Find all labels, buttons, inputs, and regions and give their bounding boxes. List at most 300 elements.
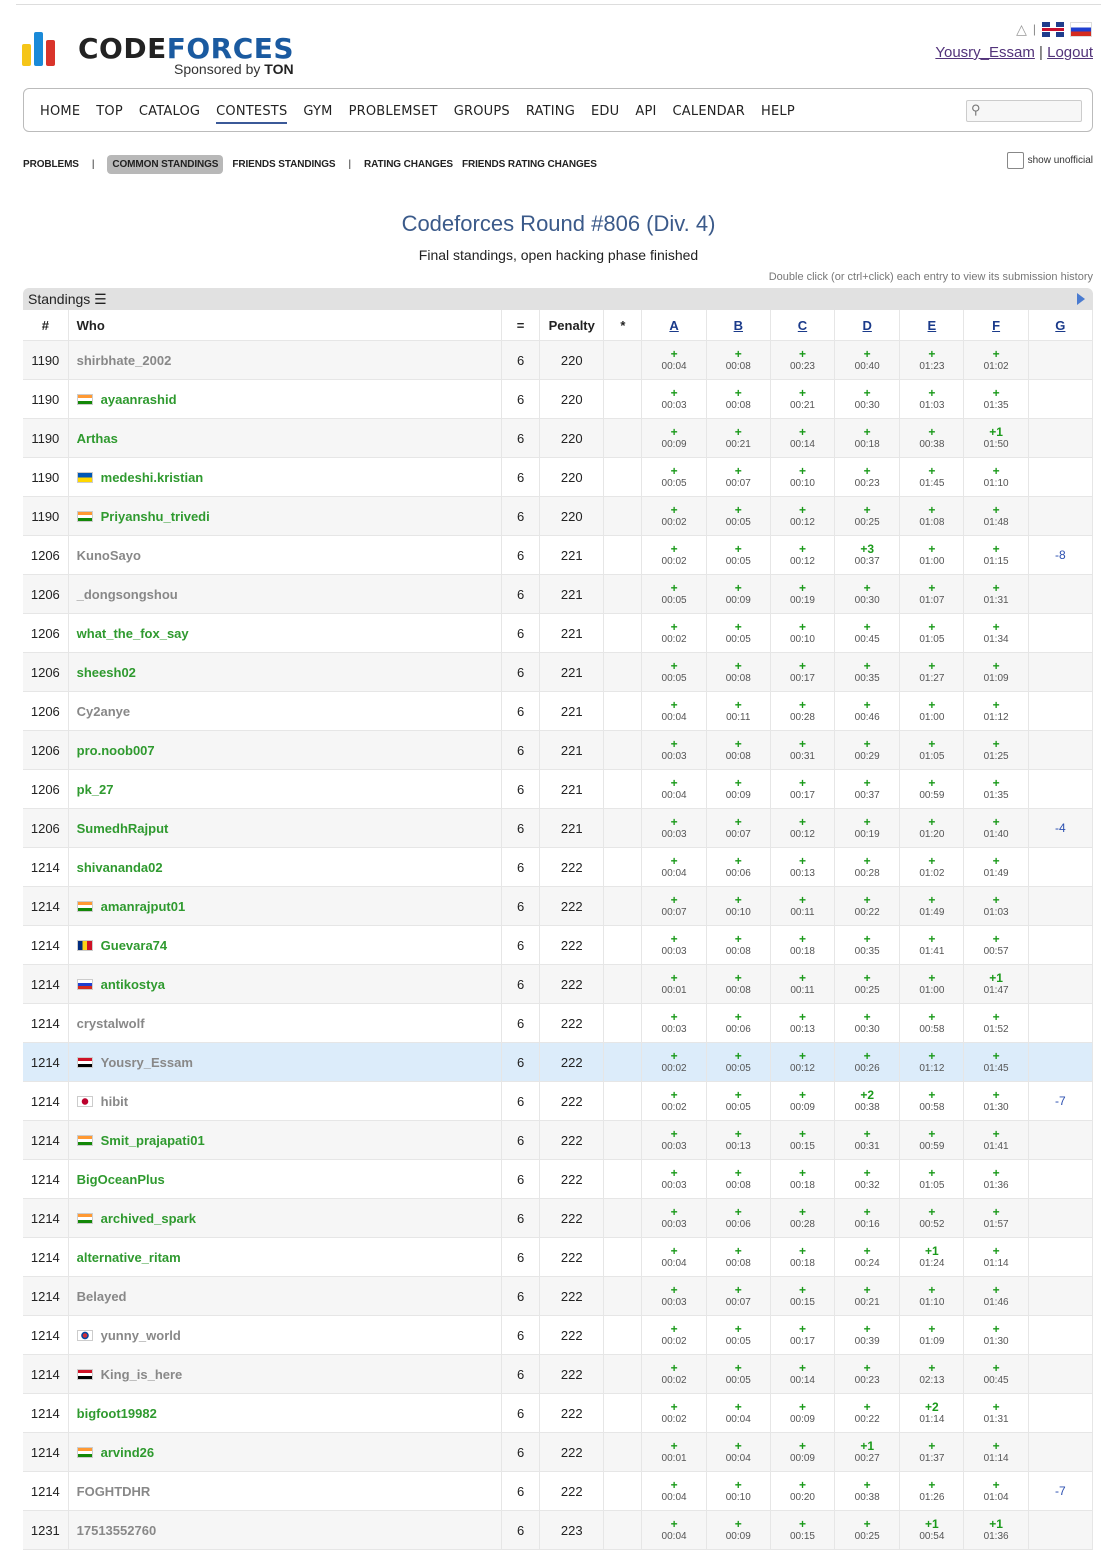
problem-g-result[interactable] bbox=[1028, 1043, 1092, 1082]
problem-c-result[interactable] bbox=[770, 731, 834, 770]
problem-c-result[interactable] bbox=[770, 341, 834, 380]
problem-a-result[interactable] bbox=[642, 770, 706, 809]
problem-g-link[interactable]: G bbox=[1028, 310, 1092, 341]
problem-c-result[interactable] bbox=[770, 380, 834, 419]
participant-link[interactable]: arvind26 bbox=[100, 1444, 155, 1460]
problem-d-result[interactable] bbox=[835, 926, 900, 965]
problem-d-result[interactable] bbox=[835, 536, 900, 575]
problem-e-result[interactable] bbox=[900, 497, 964, 536]
problem-e-result[interactable] bbox=[900, 965, 964, 1004]
problem-f-result[interactable] bbox=[964, 1082, 1028, 1121]
problem-b-result[interactable] bbox=[706, 1121, 770, 1160]
problem-b-result[interactable] bbox=[706, 1316, 770, 1355]
menu-api[interactable]: API bbox=[635, 104, 657, 119]
problem-e-result[interactable] bbox=[900, 692, 964, 731]
problem-d-result[interactable] bbox=[835, 1433, 900, 1472]
table-row[interactable] bbox=[23, 770, 1093, 809]
problem-g-result[interactable]: -7 bbox=[1028, 1472, 1092, 1511]
problem-a-result[interactable] bbox=[642, 575, 706, 614]
problem-f-result[interactable] bbox=[964, 1355, 1028, 1394]
problem-b-result[interactable] bbox=[706, 926, 770, 965]
problem-g-result[interactable] bbox=[1028, 1121, 1092, 1160]
problem-f-result[interactable] bbox=[964, 1277, 1028, 1316]
problem-g-result[interactable] bbox=[1028, 458, 1092, 497]
problem-b-result[interactable] bbox=[706, 1160, 770, 1199]
problem-a-result[interactable] bbox=[642, 1160, 706, 1199]
problem-d-result[interactable] bbox=[835, 1316, 900, 1355]
contest-title[interactable]: Codeforces Round #806 (Div. 4) bbox=[401, 211, 716, 236]
participant-link[interactable]: Yousry_Essam bbox=[100, 1054, 193, 1070]
problem-f-result[interactable] bbox=[964, 1472, 1028, 1511]
problem-b-result[interactable] bbox=[706, 809, 770, 848]
problem-b-result[interactable] bbox=[706, 965, 770, 1004]
participant-link[interactable]: ayaanrashid bbox=[100, 391, 177, 407]
problem-d-result[interactable] bbox=[835, 341, 900, 380]
problem-d-result[interactable] bbox=[835, 1082, 900, 1121]
problem-d-result[interactable] bbox=[835, 380, 900, 419]
problem-e-result[interactable] bbox=[900, 1511, 964, 1550]
common-standings-link[interactable]: COMMON STANDINGS bbox=[107, 155, 223, 174]
problem-c-result[interactable] bbox=[770, 536, 834, 575]
participant-link[interactable]: shirbhate_2002 bbox=[76, 352, 172, 368]
problem-c-result[interactable] bbox=[770, 1472, 834, 1511]
table-row[interactable] bbox=[23, 1043, 1093, 1082]
problem-c-result[interactable] bbox=[770, 965, 834, 1004]
participant-link[interactable]: Belayed bbox=[76, 1288, 127, 1304]
participant-link[interactable]: medeshi.kristian bbox=[100, 469, 204, 485]
participant-link[interactable]: hibit bbox=[100, 1093, 129, 1109]
problem-f-result[interactable] bbox=[964, 965, 1028, 1004]
problem-d-result[interactable] bbox=[835, 458, 900, 497]
problem-d-result[interactable] bbox=[835, 1472, 900, 1511]
problem-g-result[interactable] bbox=[1028, 848, 1092, 887]
friends-rating-changes-link[interactable]: FRIENDS RATING CHANGES bbox=[461, 159, 597, 170]
problem-d-result[interactable] bbox=[835, 887, 900, 926]
participant-link[interactable]: bigfoot19982 bbox=[76, 1405, 157, 1421]
problem-b-result[interactable] bbox=[706, 1199, 770, 1238]
problem-c-result[interactable] bbox=[770, 1121, 834, 1160]
problem-g-result[interactable] bbox=[1028, 692, 1092, 731]
problem-e-result[interactable] bbox=[900, 1277, 964, 1316]
problem-d-result[interactable] bbox=[835, 497, 900, 536]
problem-e-result[interactable] bbox=[900, 653, 964, 692]
participant-link[interactable]: BigOceanPlus bbox=[76, 1171, 165, 1187]
problem-f-result[interactable] bbox=[964, 419, 1028, 458]
problem-f-result[interactable] bbox=[964, 848, 1028, 887]
problem-f-result[interactable] bbox=[964, 1199, 1028, 1238]
table-row[interactable] bbox=[23, 536, 1093, 575]
participant-link[interactable]: amanrajput01 bbox=[100, 898, 186, 914]
problem-b-result[interactable] bbox=[706, 887, 770, 926]
problem-g-result[interactable] bbox=[1028, 887, 1092, 926]
table-row[interactable] bbox=[23, 1433, 1093, 1472]
problem-a-result[interactable] bbox=[642, 614, 706, 653]
problem-b-result[interactable] bbox=[706, 419, 770, 458]
problem-e-result[interactable] bbox=[900, 848, 964, 887]
problem-a-result[interactable] bbox=[642, 341, 706, 380]
problem-e-result[interactable] bbox=[900, 809, 964, 848]
problem-d-result[interactable] bbox=[835, 1277, 900, 1316]
problem-c-result[interactable] bbox=[770, 926, 834, 965]
problem-b-result[interactable] bbox=[706, 1043, 770, 1082]
problem-a-result[interactable] bbox=[642, 887, 706, 926]
problem-a-result[interactable] bbox=[642, 1043, 706, 1082]
table-row[interactable] bbox=[23, 887, 1093, 926]
problem-a-result[interactable] bbox=[642, 1004, 706, 1043]
problem-d-result[interactable] bbox=[835, 653, 900, 692]
table-row[interactable] bbox=[23, 1238, 1093, 1277]
participant-link[interactable]: yunny_world bbox=[100, 1327, 181, 1343]
table-row[interactable] bbox=[23, 692, 1093, 731]
problem-f-result[interactable] bbox=[964, 1004, 1028, 1043]
problem-d-result[interactable] bbox=[835, 614, 900, 653]
problem-b-result[interactable] bbox=[706, 1472, 770, 1511]
problem-a-result[interactable] bbox=[642, 1082, 706, 1121]
problem-b-result[interactable] bbox=[706, 497, 770, 536]
participant-link[interactable]: what_the_fox_say bbox=[76, 625, 189, 641]
problem-c-result[interactable] bbox=[770, 614, 834, 653]
problem-c-result[interactable] bbox=[770, 1238, 834, 1277]
problem-b-result[interactable] bbox=[706, 1394, 770, 1433]
problem-g-result[interactable] bbox=[1028, 1316, 1092, 1355]
problem-f-result[interactable] bbox=[964, 770, 1028, 809]
problem-g-result[interactable] bbox=[1028, 770, 1092, 809]
problem-f-result[interactable] bbox=[964, 692, 1028, 731]
problem-d-link[interactable]: D bbox=[835, 310, 900, 341]
problem-b-result[interactable] bbox=[706, 575, 770, 614]
problem-a-result[interactable] bbox=[642, 497, 706, 536]
menu-top[interactable]: TOP bbox=[96, 104, 123, 119]
show-unofficial-toggle[interactable] bbox=[1007, 152, 1093, 169]
problem-d-result[interactable] bbox=[835, 1004, 900, 1043]
problem-g-result[interactable] bbox=[1028, 614, 1092, 653]
problem-g-result[interactable] bbox=[1028, 731, 1092, 770]
problem-c-result[interactable] bbox=[770, 1043, 834, 1082]
problem-e-result[interactable] bbox=[900, 1316, 964, 1355]
problem-e-result[interactable] bbox=[900, 731, 964, 770]
list-icon[interactable]: ☰ bbox=[94, 291, 107, 307]
problem-c-result[interactable] bbox=[770, 419, 834, 458]
participant-link[interactable]: Arthas bbox=[76, 430, 118, 446]
problem-e-result[interactable] bbox=[900, 1238, 964, 1277]
problem-b-result[interactable] bbox=[706, 1511, 770, 1550]
problem-a-result[interactable] bbox=[642, 965, 706, 1004]
friends-standings-link[interactable]: FRIENDS STANDINGS bbox=[232, 159, 336, 170]
problem-b-result[interactable] bbox=[706, 458, 770, 497]
russian-flag-icon[interactable] bbox=[1070, 22, 1092, 37]
problem-e-result[interactable] bbox=[900, 1004, 964, 1043]
problem-f-link[interactable]: F bbox=[964, 310, 1028, 341]
menu-catalog[interactable]: CATALOG bbox=[138, 104, 201, 119]
profile-link[interactable]: Yousry_Essam bbox=[935, 44, 1035, 61]
expand-arrow-icon[interactable] bbox=[1077, 293, 1085, 305]
table-row[interactable] bbox=[23, 380, 1093, 419]
menu-home[interactable]: HOME bbox=[40, 104, 81, 119]
table-row[interactable] bbox=[23, 419, 1093, 458]
table-row[interactable] bbox=[23, 1355, 1093, 1394]
problem-f-result[interactable] bbox=[964, 497, 1028, 536]
participant-link[interactable]: King_is_here bbox=[100, 1366, 183, 1382]
participant-link[interactable]: Priyanshu_trivedi bbox=[100, 508, 210, 524]
problem-g-result[interactable]: -8 bbox=[1028, 536, 1092, 575]
problem-f-result[interactable] bbox=[964, 1160, 1028, 1199]
problem-b-result[interactable] bbox=[706, 1277, 770, 1316]
problem-a-result[interactable] bbox=[642, 1394, 706, 1433]
problem-f-result[interactable] bbox=[964, 1316, 1028, 1355]
table-row[interactable] bbox=[23, 1004, 1093, 1043]
rating-changes-link[interactable]: RATING CHANGES bbox=[364, 159, 453, 170]
problem-d-result[interactable] bbox=[835, 1355, 900, 1394]
problem-c-result[interactable] bbox=[770, 1511, 834, 1550]
table-row[interactable] bbox=[23, 809, 1093, 848]
table-row[interactable] bbox=[23, 341, 1093, 380]
problem-a-result[interactable] bbox=[642, 419, 706, 458]
problem-e-result[interactable] bbox=[900, 1472, 964, 1511]
search-input[interactable] bbox=[966, 100, 1082, 122]
problem-c-result[interactable] bbox=[770, 497, 834, 536]
participant-link[interactable]: FOGHTDHR bbox=[76, 1483, 151, 1499]
problem-f-result[interactable] bbox=[964, 887, 1028, 926]
table-row[interactable] bbox=[23, 926, 1093, 965]
problem-g-result[interactable] bbox=[1028, 1433, 1092, 1472]
problem-e-result[interactable] bbox=[900, 1082, 964, 1121]
problem-e-result[interactable] bbox=[900, 1199, 964, 1238]
problem-e-result[interactable] bbox=[900, 458, 964, 497]
problem-e-result[interactable] bbox=[900, 1160, 964, 1199]
participant-link[interactable]: antikostya bbox=[100, 976, 165, 992]
problem-g-result[interactable] bbox=[1028, 1199, 1092, 1238]
problem-f-result[interactable] bbox=[964, 1238, 1028, 1277]
menu-gym[interactable]: GYM bbox=[303, 104, 333, 119]
problem-d-result[interactable] bbox=[835, 1394, 900, 1433]
problem-g-result[interactable] bbox=[1028, 1277, 1092, 1316]
problem-a-result[interactable] bbox=[642, 380, 706, 419]
table-row[interactable] bbox=[23, 1472, 1093, 1511]
problem-b-result[interactable] bbox=[706, 614, 770, 653]
problem-a-result[interactable] bbox=[642, 848, 706, 887]
logout-link[interactable]: Logout bbox=[1047, 44, 1093, 61]
menu-help[interactable]: HELP bbox=[761, 104, 795, 119]
problem-g-result[interactable] bbox=[1028, 380, 1092, 419]
problem-f-result[interactable] bbox=[964, 536, 1028, 575]
table-row[interactable] bbox=[23, 965, 1093, 1004]
problem-c-result[interactable] bbox=[770, 809, 834, 848]
problem-d-result[interactable] bbox=[835, 731, 900, 770]
problem-c-result[interactable] bbox=[770, 1355, 834, 1394]
problem-e-result[interactable] bbox=[900, 1121, 964, 1160]
table-row[interactable] bbox=[23, 731, 1093, 770]
show-unofficial-checkbox[interactable] bbox=[1007, 152, 1024, 169]
problem-a-result[interactable] bbox=[642, 1238, 706, 1277]
problem-c-result[interactable] bbox=[770, 458, 834, 497]
problem-g-result[interactable] bbox=[1028, 653, 1092, 692]
problem-e-result[interactable] bbox=[900, 926, 964, 965]
problem-g-result[interactable] bbox=[1028, 497, 1092, 536]
problem-b-link[interactable]: B bbox=[706, 310, 770, 341]
problem-c-result[interactable] bbox=[770, 1316, 834, 1355]
problem-f-result[interactable] bbox=[964, 653, 1028, 692]
problem-d-result[interactable] bbox=[835, 965, 900, 1004]
problem-g-result[interactable]: -4 bbox=[1028, 809, 1092, 848]
problem-g-result[interactable]: -7 bbox=[1028, 1082, 1092, 1121]
table-row[interactable] bbox=[23, 614, 1093, 653]
table-row[interactable] bbox=[23, 653, 1093, 692]
problem-a-result[interactable] bbox=[642, 1472, 706, 1511]
problem-a-result[interactable] bbox=[642, 926, 706, 965]
problem-d-result[interactable] bbox=[835, 848, 900, 887]
problem-b-result[interactable] bbox=[706, 1238, 770, 1277]
problem-b-result[interactable] bbox=[706, 1355, 770, 1394]
problem-c-result[interactable] bbox=[770, 1199, 834, 1238]
problem-b-result[interactable] bbox=[706, 653, 770, 692]
problem-g-result[interactable] bbox=[1028, 1238, 1092, 1277]
participant-link[interactable]: KunoSayo bbox=[76, 547, 141, 563]
problem-e-result[interactable] bbox=[900, 770, 964, 809]
problem-a-result[interactable] bbox=[642, 1199, 706, 1238]
menu-groups[interactable]: GROUPS bbox=[453, 104, 510, 119]
problem-d-result[interactable] bbox=[835, 575, 900, 614]
problem-c-result[interactable] bbox=[770, 1160, 834, 1199]
problem-a-result[interactable] bbox=[642, 1316, 706, 1355]
problem-f-result[interactable] bbox=[964, 341, 1028, 380]
problem-f-result[interactable] bbox=[964, 614, 1028, 653]
problem-c-result[interactable] bbox=[770, 887, 834, 926]
participant-link[interactable]: 17513552760 bbox=[76, 1522, 157, 1538]
participant-link[interactable]: SumedhRajput bbox=[76, 820, 169, 836]
problem-g-result[interactable] bbox=[1028, 575, 1092, 614]
problem-d-result[interactable] bbox=[835, 1199, 900, 1238]
problem-e-result[interactable] bbox=[900, 536, 964, 575]
menu-contests[interactable]: CONTESTS bbox=[216, 104, 288, 119]
problem-e-result[interactable] bbox=[900, 575, 964, 614]
problem-a-result[interactable] bbox=[642, 731, 706, 770]
problem-c-result[interactable] bbox=[770, 770, 834, 809]
problem-f-result[interactable] bbox=[964, 809, 1028, 848]
problem-a-result[interactable] bbox=[642, 1121, 706, 1160]
problem-b-result[interactable] bbox=[706, 380, 770, 419]
problem-d-result[interactable] bbox=[835, 1121, 900, 1160]
problem-d-result[interactable] bbox=[835, 1238, 900, 1277]
table-row[interactable] bbox=[23, 1082, 1093, 1121]
table-row[interactable] bbox=[23, 1394, 1093, 1433]
problem-b-result[interactable] bbox=[706, 770, 770, 809]
participant-link[interactable]: archived_spark bbox=[100, 1210, 197, 1226]
problem-a-result[interactable] bbox=[642, 1511, 706, 1550]
problem-b-result[interactable] bbox=[706, 536, 770, 575]
problem-a-result[interactable] bbox=[642, 692, 706, 731]
problem-g-result[interactable] bbox=[1028, 965, 1092, 1004]
problem-a-result[interactable] bbox=[642, 1355, 706, 1394]
problem-g-result[interactable] bbox=[1028, 1355, 1092, 1394]
participant-link[interactable]: _dongsongshou bbox=[76, 586, 178, 602]
problem-g-result[interactable] bbox=[1028, 1160, 1092, 1199]
table-row[interactable] bbox=[23, 1511, 1093, 1550]
participant-link[interactable]: pro.noob007 bbox=[76, 742, 155, 758]
problem-c-result[interactable] bbox=[770, 575, 834, 614]
problems-link[interactable]: PROBLEMS bbox=[23, 159, 79, 170]
problem-b-result[interactable] bbox=[706, 1433, 770, 1472]
problem-g-result[interactable] bbox=[1028, 1511, 1092, 1550]
problem-a-result[interactable] bbox=[642, 536, 706, 575]
problem-a-result[interactable] bbox=[642, 1433, 706, 1472]
participant-link[interactable]: Guevara74 bbox=[100, 937, 168, 953]
problem-c-result[interactable] bbox=[770, 848, 834, 887]
problem-d-result[interactable] bbox=[835, 692, 900, 731]
problem-f-result[interactable] bbox=[964, 575, 1028, 614]
table-row[interactable] bbox=[23, 1160, 1093, 1199]
problem-a-link[interactable]: A bbox=[642, 310, 706, 341]
problem-f-result[interactable] bbox=[964, 1511, 1028, 1550]
problem-a-result[interactable] bbox=[642, 1277, 706, 1316]
table-row[interactable] bbox=[23, 1277, 1093, 1316]
problem-d-result[interactable] bbox=[835, 809, 900, 848]
problem-d-result[interactable] bbox=[835, 419, 900, 458]
problem-c-result[interactable] bbox=[770, 692, 834, 731]
problem-e-result[interactable] bbox=[900, 1355, 964, 1394]
participant-link[interactable]: alternative_ritam bbox=[76, 1249, 181, 1265]
problem-e-result[interactable] bbox=[900, 1433, 964, 1472]
problem-e-result[interactable] bbox=[900, 614, 964, 653]
problem-g-result[interactable] bbox=[1028, 926, 1092, 965]
problem-d-result[interactable] bbox=[835, 1160, 900, 1199]
problem-e-result[interactable] bbox=[900, 380, 964, 419]
problem-f-result[interactable] bbox=[964, 926, 1028, 965]
problem-c-result[interactable] bbox=[770, 1277, 834, 1316]
menu-problemset[interactable]: PROBLEMSET bbox=[348, 104, 438, 119]
participant-link[interactable]: Cy2anye bbox=[76, 703, 131, 719]
participant-link[interactable]: Smit_prajapati01 bbox=[100, 1132, 205, 1148]
menu-edu[interactable]: EDU bbox=[591, 104, 620, 119]
participant-link[interactable]: sheesh02 bbox=[76, 664, 136, 680]
problem-c-result[interactable] bbox=[770, 653, 834, 692]
english-flag-icon[interactable] bbox=[1042, 22, 1064, 37]
problem-b-result[interactable] bbox=[706, 692, 770, 731]
table-row[interactable] bbox=[23, 497, 1093, 536]
table-row[interactable] bbox=[23, 1121, 1093, 1160]
problem-e-result[interactable] bbox=[900, 1394, 964, 1433]
problem-e-result[interactable] bbox=[900, 887, 964, 926]
participant-link[interactable]: crystalwolf bbox=[76, 1015, 145, 1031]
problem-g-result[interactable] bbox=[1028, 1394, 1092, 1433]
notification-icon[interactable]: △ bbox=[1016, 20, 1027, 37]
participant-link[interactable]: shivananda02 bbox=[76, 859, 163, 875]
table-row[interactable] bbox=[23, 1199, 1093, 1238]
problem-c-link[interactable]: C bbox=[770, 310, 834, 341]
table-row[interactable] bbox=[23, 575, 1093, 614]
problem-e-link[interactable]: E bbox=[900, 310, 964, 341]
problem-e-result[interactable] bbox=[900, 341, 964, 380]
problem-a-result[interactable] bbox=[642, 458, 706, 497]
problem-e-result[interactable] bbox=[900, 419, 964, 458]
problem-f-result[interactable] bbox=[964, 1121, 1028, 1160]
menu-rating[interactable]: RATING bbox=[525, 104, 576, 119]
problem-c-result[interactable] bbox=[770, 1004, 834, 1043]
menu-calendar[interactable]: CALENDAR bbox=[672, 104, 745, 119]
table-row[interactable] bbox=[23, 848, 1093, 887]
problem-g-result[interactable] bbox=[1028, 419, 1092, 458]
problem-b-result[interactable] bbox=[706, 731, 770, 770]
problem-f-result[interactable] bbox=[964, 1043, 1028, 1082]
problem-f-result[interactable] bbox=[964, 380, 1028, 419]
problem-b-result[interactable] bbox=[706, 341, 770, 380]
participant-link[interactable]: pk_27 bbox=[76, 781, 114, 797]
problem-f-result[interactable] bbox=[964, 1433, 1028, 1472]
problem-g-result[interactable] bbox=[1028, 341, 1092, 380]
problem-f-result[interactable] bbox=[964, 731, 1028, 770]
problem-c-result[interactable] bbox=[770, 1394, 834, 1433]
problem-b-result[interactable] bbox=[706, 1082, 770, 1121]
problem-f-result[interactable] bbox=[964, 458, 1028, 497]
